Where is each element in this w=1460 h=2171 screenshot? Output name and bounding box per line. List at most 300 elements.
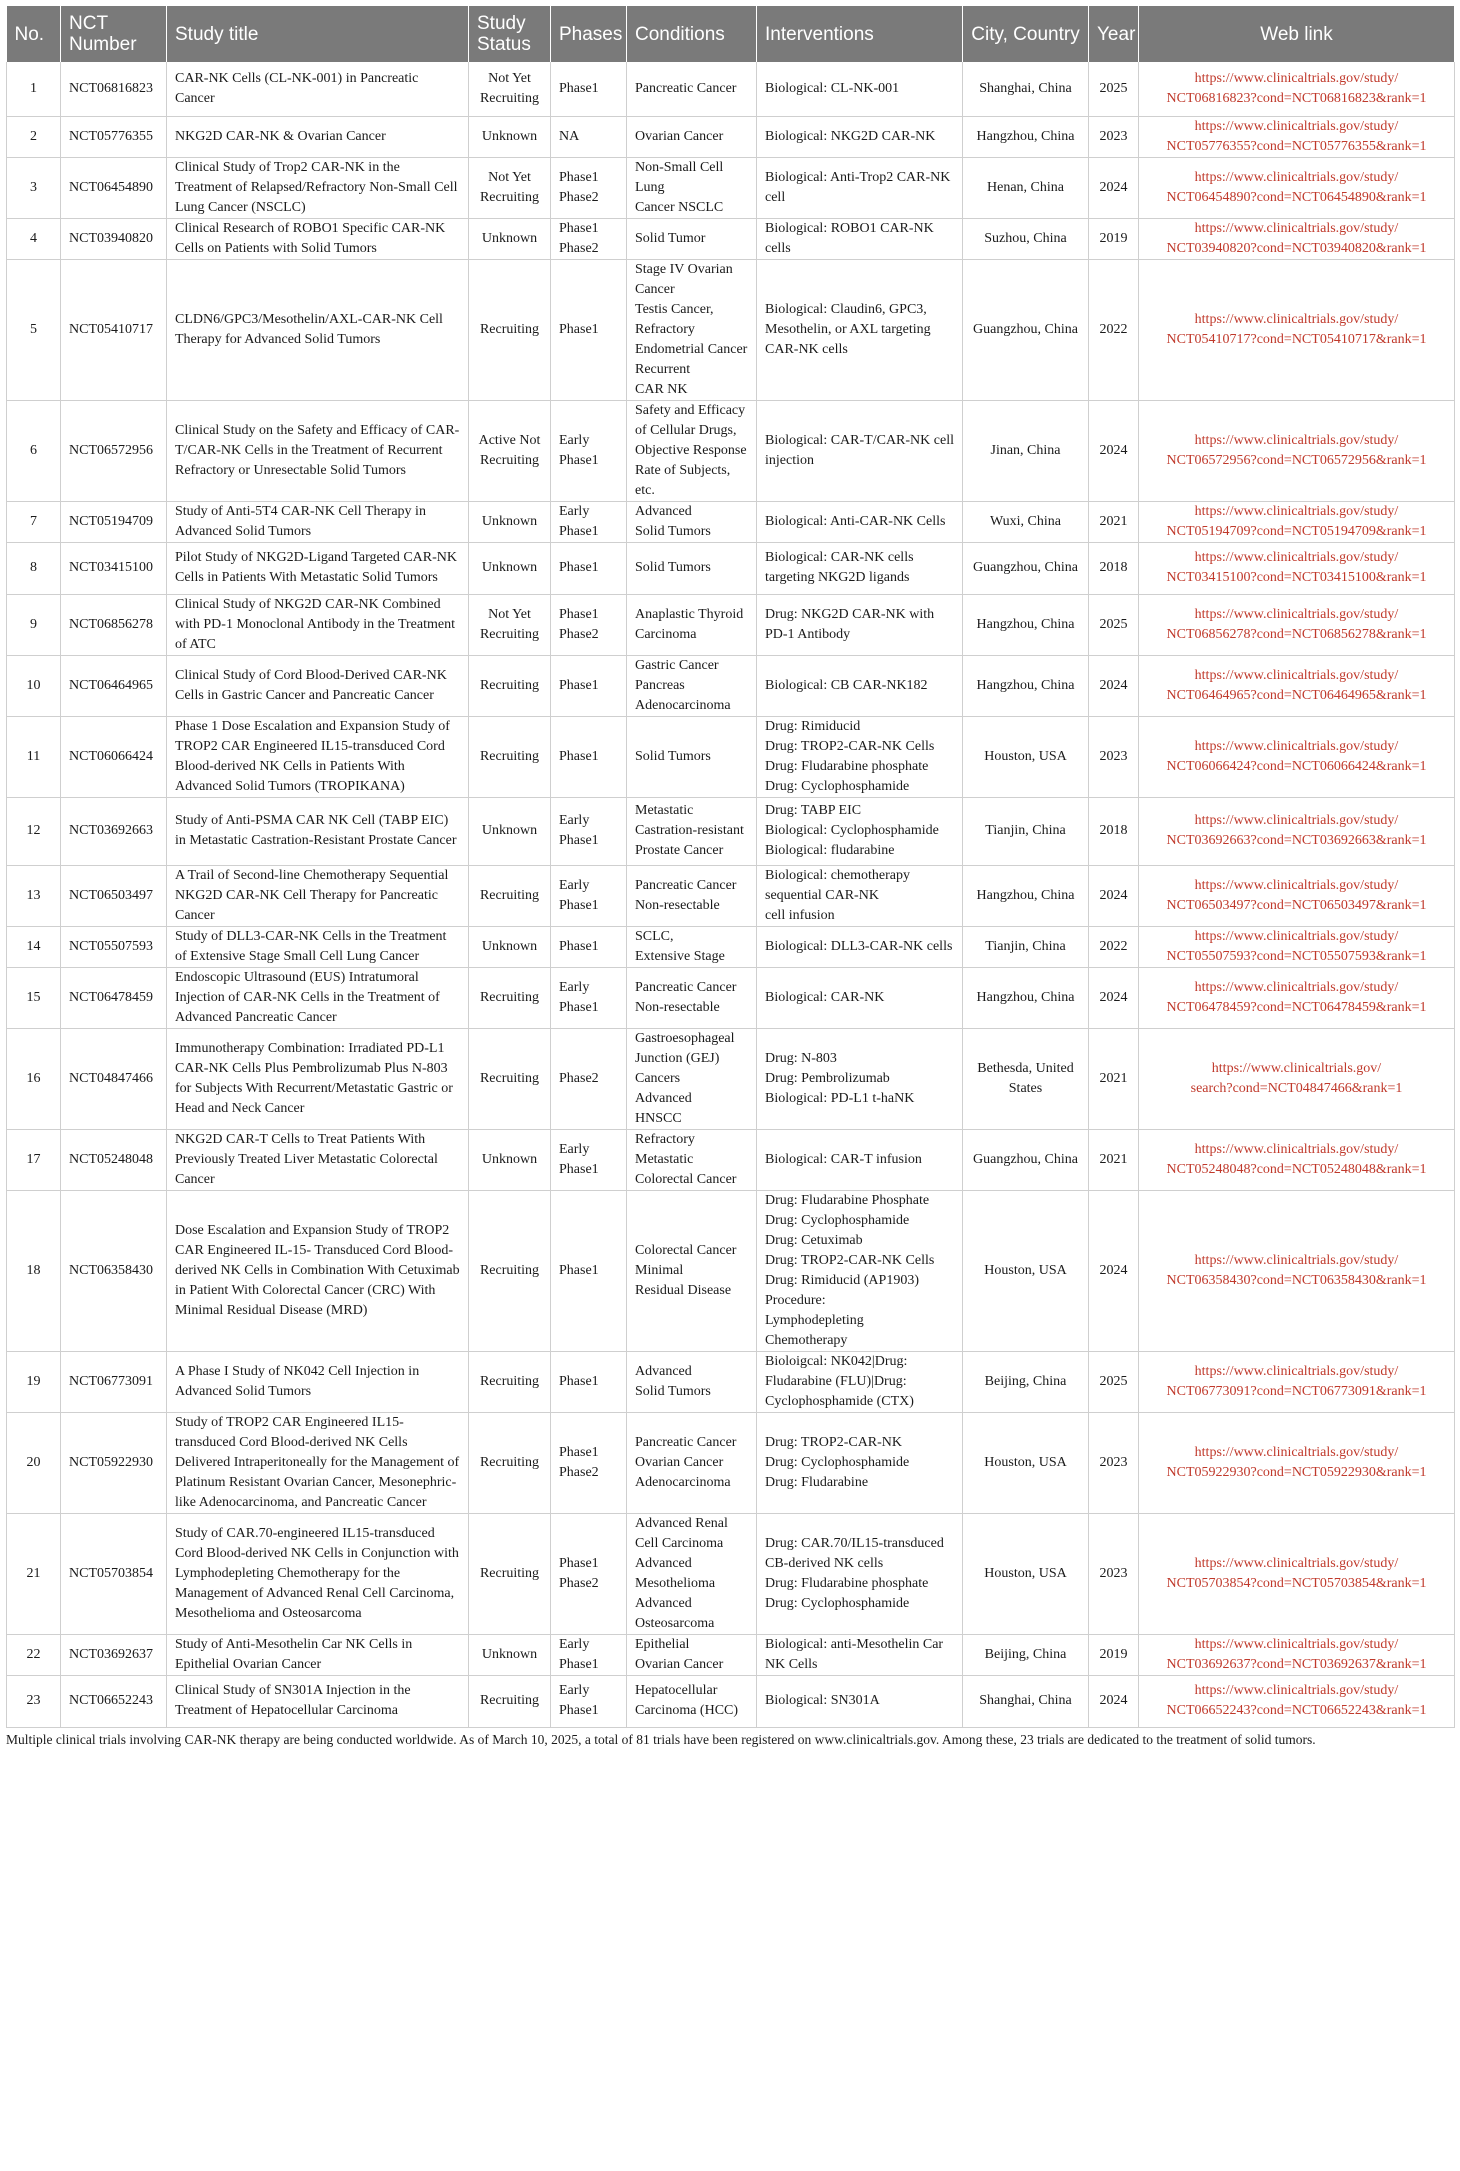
cell-study-title: Study of CAR.70-engineered IL15-transduced Cord Blood-derived NK Cells in Conjunction with Lymphodepleting Chemotherapy for the Management of Advanced Renal Cell Carcinoma, Mesothelioma and Osteosarcoma [167,1513,469,1634]
cell-study-status: Unknown [469,797,551,865]
cell-web-link[interactable] [1139,967,1455,1028]
cell-no: 17 [7,1129,61,1190]
cell-web-link-line[interactable]: https://www.clinicaltrials.gov/study/ [1194,1683,1399,1698]
cell-web-link-line[interactable]: NCT05922930?cond=NCT05922930&rank=1 [1166,1464,1427,1480]
cell-conditions-line: Solid Tumors [635,560,711,575]
cell-web-link-line[interactable]: https://www.clinicaltrials.gov/study/ [1194,70,1399,86]
cell-conditions-line: Pancreatic Cancer [635,979,737,995]
cell-web-link-line[interactable]: NCT03692637?cond=NCT03692637&rank=1 [1166,1656,1427,1672]
cell-no: 23 [7,1675,61,1727]
cell-interventions-line: Biological: PD-L1 t-haNK [765,1090,915,1106]
cell-interventions [757,655,963,716]
cell-web-link-line[interactable]: https://www.clinicaltrials.gov/study/ [1194,1444,1399,1460]
cell-study-status: Recruiting [469,1513,551,1634]
cell-city-country: Houston, USA [963,716,1089,797]
cell-phases-line: Phase2 [559,1575,599,1591]
cell-web-link-line[interactable]: https://www.clinicaltrials.gov/study/ [1194,1141,1399,1157]
cell-nct-number: NCT06478459 [61,967,167,1028]
table-row [7,116,1455,157]
cell-web-link-line[interactable]: https://www.clinicaltrials.gov/ [1211,1060,1382,1076]
cell-study-status: Recruiting [469,865,551,926]
cell-phases [551,501,627,542]
cell-year: 2023 [1089,116,1139,157]
header-study-title: Study title [167,6,469,62]
cell-interventions-line: Biological: Anti-CAR-NK Cells [765,513,946,529]
cell-web-link-line[interactable]: https://www.clinicaltrials.gov/study/ [1194,667,1399,683]
cell-interventions-line: Drug: TROP2-CAR-NK [765,1434,903,1450]
cell-conditions [627,1513,757,1634]
cell-interventions [757,797,963,865]
cell-web-link-line[interactable]: https://www.clinicaltrials.gov/study/ [1194,220,1399,236]
header-phases: Phases [551,6,627,62]
cell-interventions-line: Drug: Cyclophosphamide [765,778,910,794]
cell-web-link[interactable] [1139,594,1455,655]
table-row [7,926,1455,967]
cell-city-country: Shanghai, China [963,1675,1089,1727]
cell-study-title: Clinical Study of Trop2 CAR-NK in the Treatment of Relapsed/Refractory Non-Small Cell Lung Cancer (NSCLC) [167,157,469,218]
cell-web-link[interactable] [1139,865,1455,926]
cell-conditions-line: Osteosarcoma [635,1615,715,1631]
cell-web-link-line[interactable]: https://www.clinicaltrials.gov/study/ [1194,979,1399,995]
cell-conditions [627,1634,757,1675]
cell-year: 2021 [1089,1129,1139,1190]
cell-nct-number: NCT06856278 [61,594,167,655]
cell-nct-number: NCT05922930 [61,1412,167,1513]
cell-phases-line: Phase2 [559,1070,599,1086]
cell-nct-number: NCT05776355 [61,116,167,157]
cell-phases-line: Phase1 [559,677,599,693]
table-row [7,865,1455,926]
cell-city-country: Hangzhou, China [963,116,1089,157]
cell-year: 2023 [1089,716,1139,797]
cell-web-link-line[interactable]: https://www.clinicaltrials.gov/study/ [1194,1363,1399,1379]
table-row [7,259,1455,400]
cell-year: 2023 [1089,1412,1139,1513]
table-row [7,1351,1455,1412]
cell-no: 20 [7,1412,61,1513]
cell-city-country: Beijing, China [963,1634,1089,1675]
cell-city-country: Houston, USA [963,1412,1089,1513]
cell-conditions-line: Minimal [635,1262,684,1278]
cell-interventions [757,157,963,218]
cell-web-link-line[interactable]: NCT06358430?cond=NCT06358430&rank=1 [1166,1272,1427,1288]
cell-phases-line: Early Phase1 [559,432,599,468]
cell-web-link-line[interactable]: NCT06464965?cond=NCT06464965&rank=1 [1166,687,1427,703]
cell-conditions-line: Cancer NSCLC [635,199,724,215]
cell-web-link-line[interactable]: NCT05194709?cond=NCT05194709&rank=1 [1166,523,1427,539]
cell-no: 13 [7,865,61,926]
cell-web-link-line[interactable]: https://www.clinicaltrials.gov/study/ [1194,606,1399,622]
cell-city-country: Tianjin, China [963,797,1089,865]
cell-phases [551,116,627,157]
cell-conditions [627,157,757,218]
cell-conditions-line: Testis Cancer, Refractory [635,301,714,337]
cell-nct-number: NCT05410717 [61,259,167,400]
cell-web-link[interactable] [1139,1129,1455,1190]
cell-interventions-line: Lymphodepleting [765,1312,864,1328]
cell-phases-line: Phase1 [559,560,599,575]
cell-conditions-line: Adenocarcinoma [635,1474,731,1490]
cell-web-link-line[interactable]: NCT06652243?cond=NCT06652243&rank=1 [1166,1703,1427,1718]
cell-web-link[interactable] [1139,655,1455,716]
cell-conditions [627,1028,757,1129]
cell-phases-line: Phase1 [559,80,599,96]
cell-study-status: Not Yet Recruiting [469,62,551,116]
cell-study-status: Recruiting [469,716,551,797]
cell-web-link[interactable] [1139,501,1455,542]
cell-city-country: Guangzhou, China [963,542,1089,594]
table-footnote: Multiple clinical trials involving CAR-NK therapy are being conducted worldwide. As of March 10, 2025, a total of 81 trials have been registered on www.clinicaltrials.gov. Among these, 23 trials are dedicated to the treatment of solid tumors. [6,1731,1316,1747]
cell-web-link-line[interactable]: https://www.clinicaltrials.gov/study/ [1194,1555,1399,1571]
cell-conditions-line: Metastatic Castration-resistant [635,803,744,838]
cell-interventions-line: Drug: Fludarabine Phosphate [765,1192,930,1208]
header-nct-number: NCT Number [61,6,167,62]
cell-nct-number: NCT06572956 [61,400,167,501]
cell-phases [551,1129,627,1190]
cell-phases [551,926,627,967]
cell-nct-number: NCT06652243 [61,1675,167,1727]
cell-year: 2024 [1089,157,1139,218]
cell-web-link[interactable] [1139,259,1455,400]
table-header-row [7,6,1455,62]
cell-web-link-line[interactable]: NCT06572956?cond=NCT06572956&rank=1 [1166,452,1427,468]
cell-phases [551,1675,627,1727]
cell-city-country: Tianjin, China [963,926,1089,967]
cell-no: 7 [7,501,61,542]
cell-no: 3 [7,157,61,218]
cell-phases [551,655,627,716]
cell-interventions [757,716,963,797]
cell-interventions-line: Procedure: [765,1292,826,1308]
cell-study-title: A Phase I Study of NK042 Cell Injection in Advanced Solid Tumors [167,1351,469,1412]
cell-year: 2022 [1089,259,1139,400]
cell-web-link-line[interactable]: https://www.clinicaltrials.gov/study/ [1194,550,1399,565]
cell-interventions-line: Drug: Fludarabine [765,1474,869,1490]
cell-web-link-line[interactable]: https://www.clinicaltrials.gov/study/ [1194,311,1399,327]
cell-conditions-line: Ovarian Cancer [635,128,724,144]
cell-nct-number: NCT06816823 [61,62,167,116]
cell-web-link-line[interactable]: NCT06454890?cond=NCT06454890&rank=1 [1166,189,1427,205]
cell-web-link-line[interactable]: NCT03415100?cond=NCT03415100&rank=1 [1166,570,1427,585]
cell-interventions-line: Drug: Rimiducid (AP1903) [765,1272,919,1288]
table-row [7,1129,1455,1190]
cell-phases-line: Phase1 [559,938,599,954]
cell-web-link-line[interactable]: NCT06503497?cond=NCT06503497&rank=1 [1166,897,1427,913]
cell-phases [551,797,627,865]
cell-conditions-line: Adenocarcinoma [635,697,731,713]
cell-interventions-line: Drug: Rimiducid [765,718,861,734]
cell-conditions-line: Metastatic [635,1151,694,1167]
cell-phases-line: Phase1 [559,1444,599,1460]
cell-interventions-line: Biological: chemotherapy [765,867,911,883]
cell-nct-number: NCT06358430 [61,1190,167,1351]
cell-study-status: Recruiting [469,1351,551,1412]
cell-interventions-line: Chemotherapy [765,1332,848,1348]
cell-interventions-line: Biological: Cyclophosphamide [765,823,939,838]
cell-interventions [757,967,963,1028]
cell-phases-line: Phase1 [559,1262,599,1278]
clinical-trials-table [6,6,1455,1728]
cell-web-link[interactable] [1139,1412,1455,1513]
cell-phases [551,594,627,655]
cell-web-link-line[interactable]: https://www.clinicaltrials.gov/study/ [1194,432,1399,448]
cell-city-country: Beijing, China [963,1351,1089,1412]
cell-phases-line: Phase2 [559,189,599,205]
cell-study-status: Recruiting [469,259,551,400]
cell-city-country: Houston, USA [963,1190,1089,1351]
cell-year: 2024 [1089,655,1139,716]
cell-phases-line: Phase1 [559,1373,599,1389]
cell-web-link-line[interactable]: NCT05410717?cond=NCT05410717&rank=1 [1166,331,1427,347]
cell-phases-line: Phase1 [559,1555,599,1571]
cell-web-link[interactable] [1139,542,1455,594]
cell-conditions-line: Epithelial [635,1636,690,1652]
cell-conditions [627,1190,757,1351]
cell-study-title: Clinical Study of NKG2D CAR-NK Combined with PD-1 Monoclonal Antibody in the Treatment of ATC [167,594,469,655]
cell-nct-number: NCT06773091 [61,1351,167,1412]
cell-interventions-line: Drug: Pembrolizumab [765,1070,890,1086]
cell-web-link-line[interactable]: NCT05507593?cond=NCT05507593&rank=1 [1166,948,1427,964]
cell-interventions [757,259,963,400]
cell-interventions-line: Biological: CL-NK-001 [765,80,900,96]
cell-interventions-line: Drug: TROP2-CAR-NK Cells [765,738,935,754]
cell-city-country: Hangzhou, China [963,594,1089,655]
cell-interventions [757,865,963,926]
cell-web-link[interactable] [1139,1028,1455,1129]
cell-web-link-line[interactable]: https://www.clinicaltrials.gov/study/ [1194,169,1399,185]
cell-phases [551,716,627,797]
cell-year: 2021 [1089,501,1139,542]
cell-web-link-line[interactable]: NCT06773091?cond=NCT06773091&rank=1 [1166,1383,1427,1399]
table-row [7,1634,1455,1675]
cell-phases-line: Phase1 [559,606,599,622]
cell-phases-line: NA [559,128,580,144]
cell-web-link-line[interactable]: NCT03692663?cond=NCT03692663&rank=1 [1166,833,1427,848]
cell-web-link[interactable] [1139,1190,1455,1351]
cell-web-link[interactable] [1139,400,1455,501]
cell-year: 2024 [1089,865,1139,926]
cell-conditions-line: Hepatocellular Carcinoma (HCC) [635,1683,739,1718]
cell-city-country: Wuxi, China [963,501,1089,542]
cell-phases-line: Phase1 [559,321,599,337]
cell-interventions-line: Biological: DLL3-CAR-NK cells [765,938,953,954]
cell-interventions-line: Drug: TABP EIC [765,803,862,818]
cell-web-link[interactable] [1139,1675,1455,1727]
cell-interventions-line: Biological: CAR-NK cells targeting NKG2D ligands [765,550,914,585]
cell-no: 22 [7,1634,61,1675]
cell-study-title: Endoscopic Ultrasound (EUS) Intratumoral Injection of CAR-NK Cells in the Treatment of Advanced Pancreatic Cancer [167,967,469,1028]
cell-nct-number: NCT05248048 [61,1129,167,1190]
cell-phases-line: Early Phase1 [559,1636,599,1672]
cell-web-link-line[interactable]: https://www.clinicaltrials.gov/study/ [1194,1252,1399,1268]
cell-no: 5 [7,259,61,400]
cell-web-link-line[interactable]: NCT06856278?cond=NCT06856278&rank=1 [1166,626,1427,642]
cell-nct-number: NCT06464965 [61,655,167,716]
cell-study-title: CAR-NK Cells (CL-NK-001) in Pancreatic Cancer [167,62,469,116]
cell-study-status: Recruiting [469,1412,551,1513]
cell-web-link[interactable] [1139,62,1455,116]
cell-phases-line: Phase1 [559,220,599,236]
cell-phases [551,157,627,218]
header-no: No. [7,6,61,62]
cell-study-status: Unknown [469,926,551,967]
cell-conditions-line: Gastric Cancer [635,657,719,673]
cell-study-title: A Trail of Second-line Chemotherapy Sequential NKG2D CAR-NK Cell Therapy for Pancreatic Cancer [167,865,469,926]
cell-study-title: Study of DLL3-CAR-NK Cells in the Treatment of Extensive Stage Small Cell Lung Cancer [167,926,469,967]
cell-interventions [757,1675,963,1727]
cell-interventions-line: Drug: TROP2-CAR-NK Cells [765,1252,935,1268]
cell-conditions-line: Solid Tumor [635,230,706,246]
cell-nct-number: NCT06503497 [61,865,167,926]
cell-conditions-line: Mesothelioma [635,1575,716,1591]
cell-city-country: Henan, China [963,157,1089,218]
cell-year: 2019 [1089,218,1139,259]
cell-interventions-line: Biological: SN301A [765,1693,880,1708]
cell-interventions-line: Drug: N-803 [765,1050,837,1066]
cell-conditions [627,655,757,716]
cell-web-link-line[interactable]: https://www.clinicaltrials.gov/study/ [1194,118,1399,134]
cell-study-status: Unknown [469,501,551,542]
cell-web-link-line[interactable]: NCT06478459?cond=NCT06478459&rank=1 [1166,999,1427,1015]
cell-study-status: Not Yet Recruiting [469,157,551,218]
cell-web-link[interactable] [1139,797,1455,865]
cell-year: 2025 [1089,594,1139,655]
cell-interventions-line: Biological: fludarabine [765,843,895,858]
cell-web-link[interactable] [1139,1634,1455,1675]
cell-conditions [627,967,757,1028]
cell-interventions-line: Biological: Anti-Trop2 CAR-NK cell [765,169,951,205]
cell-web-link-line[interactable]: NCT05248048?cond=NCT05248048&rank=1 [1166,1161,1427,1177]
cell-interventions [757,218,963,259]
cell-conditions-line: Advanced [635,1363,692,1379]
cell-no: 21 [7,1513,61,1634]
table-row [7,1028,1455,1129]
table-row [7,1190,1455,1351]
cell-no: 15 [7,967,61,1028]
cell-web-link[interactable] [1139,218,1455,259]
cell-nct-number: NCT03940820 [61,218,167,259]
cell-city-country: Jinan, China [963,400,1089,501]
cell-study-title: Study of Anti-5T4 CAR-NK Cell Therapy in Advanced Solid Tumors [167,501,469,542]
cell-interventions [757,1634,963,1675]
cell-web-link[interactable] [1139,1513,1455,1634]
table-row [7,797,1455,865]
cell-web-link-line[interactable]: NCT03940820?cond=NCT03940820&rank=1 [1166,240,1427,256]
cell-conditions-line: Stage IV Ovarian Cancer [635,261,733,297]
cell-web-link-line[interactable]: NCT05776355?cond=NCT05776355&rank=1 [1166,138,1427,154]
cell-interventions [757,400,963,501]
cell-web-link[interactable] [1139,157,1455,218]
cell-conditions [627,1351,757,1412]
cell-web-link-line[interactable]: NCT05703854?cond=NCT05703854&rank=1 [1166,1575,1427,1591]
cell-study-title: CLDN6/GPC3/Mesothelin/AXL-CAR-NK Cell Therapy for Advanced Solid Tumors [167,259,469,400]
cell-phases-line: Phase1 [559,748,599,764]
cell-web-link-line[interactable]: NCT06816823?cond=NCT06816823&rank=1 [1166,90,1427,106]
cell-interventions-line: Drug: Fludarabine phosphate [765,758,929,774]
cell-web-link[interactable] [1139,1351,1455,1412]
cell-interventions [757,1190,963,1351]
cell-year: 2024 [1089,1190,1139,1351]
table-row [7,1675,1455,1727]
cell-interventions-line: Biological: anti-Mesothelin Car NK Cells [765,1636,944,1672]
cell-year: 2018 [1089,542,1139,594]
cell-web-link-line[interactable]: https://www.clinicaltrials.gov/study/ [1194,503,1399,519]
cell-city-country: Suzhou, China [963,218,1089,259]
cell-study-title: NKG2D CAR-NK & Ovarian Cancer [167,116,469,157]
cell-study-status: Unknown [469,1634,551,1675]
cell-year: 2023 [1089,1513,1139,1634]
cell-phases [551,865,627,926]
table-row [7,62,1455,116]
cell-conditions-line: Anaplastic Thyroid Carcinoma [635,606,744,642]
cell-web-link-line[interactable]: https://www.clinicaltrials.gov/study/ [1194,877,1399,893]
table-row [7,967,1455,1028]
cell-nct-number: NCT05507593 [61,926,167,967]
table-row [7,400,1455,501]
cell-phases-line: Phase1 [559,169,599,185]
table-row [7,1412,1455,1513]
trials-table-container [6,6,1454,1748]
cell-web-link-line[interactable]: search?cond=NCT04847466&rank=1 [1190,1080,1403,1096]
cell-conditions [627,1675,757,1727]
cell-year: 2025 [1089,1351,1139,1412]
cell-study-status: Unknown [469,1129,551,1190]
cell-conditions-line: Solid Tumors [635,1383,711,1399]
cell-phases [551,967,627,1028]
table-body [7,62,1455,1727]
cell-phases [551,1190,627,1351]
cell-study-title: Study of Anti-PSMA CAR NK Cell (TABP EIC) in Metastatic Castration-Resistant Prostate Cancer [167,797,469,865]
cell-no: 12 [7,797,61,865]
cell-phases [551,1351,627,1412]
cell-city-country: Guangzhou, China [963,259,1089,400]
header-year: Year [1089,6,1139,62]
cell-interventions [757,116,963,157]
table-row [7,594,1455,655]
cell-web-link-line[interactable]: https://www.clinicaltrials.gov/study/ [1194,928,1399,944]
cell-web-link[interactable] [1139,116,1455,157]
cell-conditions-line: Colorectal Cancer [635,1171,737,1187]
cell-conditions-line: CAR NK [635,381,688,397]
cell-web-link-line[interactable]: https://www.clinicaltrials.gov/study/ [1194,738,1399,754]
cell-web-link-line[interactable]: NCT06066424?cond=NCT06066424&rank=1 [1166,758,1427,774]
cell-web-link-line[interactable]: https://www.clinicaltrials.gov/study/ [1194,813,1399,828]
cell-phases-line: Early Phase1 [559,813,599,848]
cell-conditions-line: Pancreas [635,677,685,693]
cell-conditions-line: Endometrial Cancer Recurrent [635,341,748,377]
cell-study-title: Dose Escalation and Expansion Study of TROP2 CAR Engineered IL-15- Transduced Cord Blood-derived NK Cells in Combination With Cetuximab in Patient With Colorectal Cancer (CRC) With Minimal Residual Disease (MRD) [167,1190,469,1351]
cell-interventions-line: Bioloigcal: NK042|Drug: Fludarabine (FLU)|Drug: Cyclophosphamide (CTX) [765,1353,914,1409]
cell-no: 1 [7,62,61,116]
cell-conditions-line: Cell Carcinoma [635,1535,724,1551]
cell-study-status: Recruiting [469,1675,551,1727]
header-study-status: Study Status [469,6,551,62]
cell-city-country: Hangzhou, China [963,865,1089,926]
cell-interventions-line: Drug: Cyclophosphamide [765,1595,910,1611]
cell-phases [551,1028,627,1129]
table-row [7,218,1455,259]
cell-nct-number: NCT03415100 [61,542,167,594]
cell-phases-line: Early Phase1 [559,1141,599,1177]
cell-web-link[interactable] [1139,716,1455,797]
cell-conditions-line: SCLC, [635,928,674,944]
cell-interventions [757,926,963,967]
cell-web-link[interactable] [1139,926,1455,967]
cell-phases [551,1513,627,1634]
cell-web-link-line[interactable]: https://www.clinicaltrials.gov/study/ [1194,1636,1399,1652]
cell-study-status: Unknown [469,218,551,259]
cell-conditions-line: Non-resectable [635,897,720,913]
